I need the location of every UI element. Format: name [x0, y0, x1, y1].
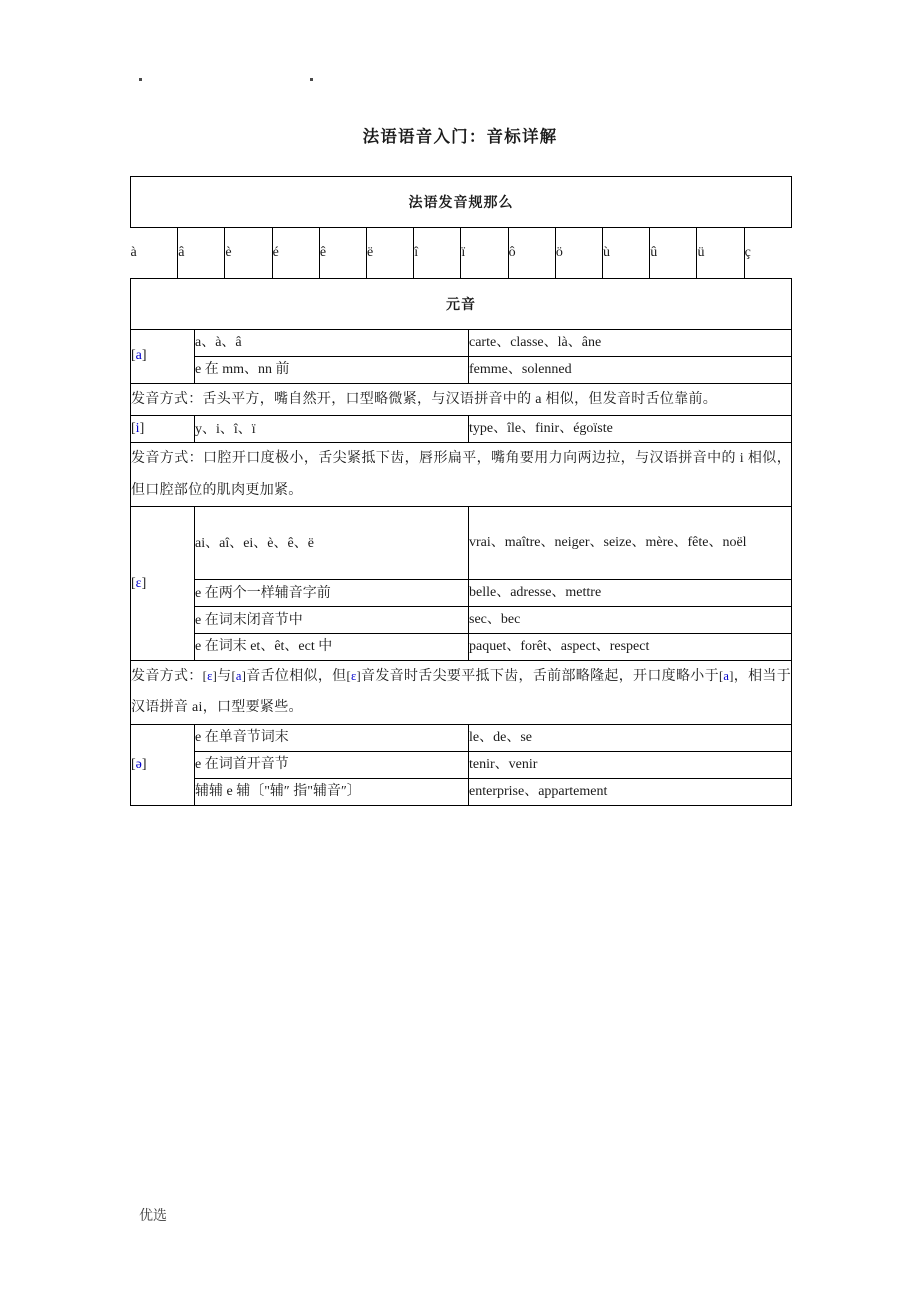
bracket-open: [	[131, 756, 136, 772]
section-heading-row-vowels	[131, 279, 792, 330]
examples-cell: paquet、forêt、aspect、respect	[469, 633, 792, 660]
footer-note: 优选	[139, 1209, 167, 1224]
bracket-open: [	[231, 668, 236, 683]
phonetic-symbol-a[interactable]	[131, 330, 195, 384]
table-body	[131, 177, 792, 806]
rule-row	[131, 416, 792, 443]
stray-mark-1	[139, 78, 142, 81]
accent-cell-e-circ: ê	[319, 228, 366, 278]
pronunciation-description: 发音方式：舌头平方，嘴自然开，口型略微紧，与汉语拼音中的 a 相似，但发音时舌位靠前。	[131, 383, 792, 416]
bracket-close: ]	[241, 668, 247, 683]
rule-row	[131, 580, 792, 607]
rule-cell: e 在 mm、nn 前	[195, 356, 469, 383]
examples-cell: femme、solenned	[469, 356, 792, 383]
rule-row	[131, 724, 792, 751]
phonetic-symbol-link[interactable]: a	[723, 668, 730, 683]
inline-phonetic-symbol[interactable]	[346, 669, 361, 683]
bracket-close: ]	[356, 668, 361, 683]
rule-row	[131, 607, 792, 634]
accent-cell-e-acute: é	[272, 228, 319, 278]
phonetic-symbol-link[interactable]: ɛ	[207, 668, 213, 683]
bracket-open: [	[202, 668, 208, 683]
bracket-close: ]	[139, 421, 145, 437]
rule-cell: e 在词末闭音节中	[195, 607, 469, 634]
bracket-open: [	[131, 348, 136, 364]
accent-cell-c-cedilla: ç	[744, 228, 791, 278]
pronunciation-rules-table	[130, 176, 792, 806]
stray-mark-2	[310, 78, 313, 81]
accent-cell-u-grave: ù	[603, 228, 650, 278]
phonetic-symbol-epsilon[interactable]	[131, 507, 195, 661]
accent-cell-i-diaer: ï	[461, 228, 508, 278]
examples-cell: belle、adresse、mettre	[469, 580, 792, 607]
examples-cell: enterprise、appartement	[469, 778, 792, 805]
description-row	[131, 660, 792, 724]
rule-row	[131, 778, 792, 805]
rule-row	[131, 751, 792, 778]
rule-cell: y、i、î、ï	[195, 416, 469, 443]
rule-cell: a、à、â	[195, 330, 469, 357]
rule-cell: e 在词首开音节	[195, 751, 469, 778]
rule-row	[131, 633, 792, 660]
phonetic-symbol-schwa[interactable]	[131, 724, 195, 805]
accent-cell-u-diaer: ü	[697, 228, 744, 278]
examples-cell: vrai、maître、neiger、seize、mère、fête、noël	[469, 507, 792, 580]
phonetic-symbol-link[interactable]: ɛ	[350, 668, 357, 683]
bracket-open: [	[718, 668, 724, 683]
description-row	[131, 383, 792, 416]
examples-cell: carte、classe、là、âne	[469, 330, 792, 357]
bracket-open: [	[131, 575, 136, 591]
bracket-close: ]	[141, 348, 147, 364]
bracket-close: ]	[141, 575, 147, 591]
inline-phonetic-symbol[interactable]	[203, 669, 218, 683]
rule-cell: e 在两个一样辅音字前	[195, 580, 469, 607]
rule-cell: e 在单音节词末	[195, 724, 469, 751]
phonetic-symbol-link[interactable]: a	[135, 348, 142, 364]
accent-cell-e-grave: è	[225, 228, 272, 278]
bracket-close: ]	[141, 756, 147, 772]
accent-cell-a-grave: à	[131, 228, 178, 278]
rule-cell: ai、aî、ei、è、ê、ë	[195, 507, 469, 580]
bracket-open: [	[346, 668, 351, 683]
accent-cell-i-circ: î	[414, 228, 461, 278]
bracket-close: ]	[729, 668, 734, 683]
rule-row	[131, 330, 792, 357]
rule-row	[131, 356, 792, 383]
accent-cell-u-circ: û	[650, 228, 697, 278]
accent-cell-e-diaer: ë	[367, 228, 414, 278]
inline-phonetic-symbol[interactable]	[719, 669, 734, 683]
description-row	[131, 443, 792, 507]
accent-cell-a-circ: â	[178, 228, 225, 278]
accent-cell-o-circ: ô	[508, 228, 555, 278]
bracket-open: [	[131, 421, 136, 437]
inline-phonetic-symbol[interactable]	[231, 669, 246, 683]
rule-cell: e 在词末 et、êt、ect 中	[195, 633, 469, 660]
examples-cell: type、île、finir、égoïste	[469, 416, 792, 443]
section-heading-vowels: 元音	[131, 279, 792, 330]
phonetic-symbol-link[interactable]: ə	[135, 756, 142, 772]
examples-cell: le、de、se	[469, 724, 792, 751]
phonetic-symbol-link[interactable]: i	[135, 421, 140, 437]
pronunciation-description: 发音方式：[ɛ]与[a]音舌位相似，但[ɛ]音发音时舌尖要平抵下齿，舌前部略隆起，开口度略小于[a]，相当于汉语拼音 ai，口型要紧些。	[131, 660, 792, 724]
bracket-close: ]	[212, 668, 218, 683]
rule-cell: 辅辅 e 辅〔"辅″ 指"辅音″〕	[195, 778, 469, 805]
phonetic-symbol-link[interactable]: ɛ	[135, 575, 142, 591]
accent-cell-o-diaer: ö	[555, 228, 602, 278]
examples-cell: sec、bec	[469, 607, 792, 634]
rule-row	[131, 507, 792, 580]
pronunciation-description: 发音方式：口腔开口度极小，舌尖紧抵下齿，唇形扁平，嘴角要用力向两边拉，与汉语拼音中的 i 相似，但口腔部位的肌肉更加紧。	[131, 443, 792, 507]
phonetic-symbol-link[interactable]: a	[235, 668, 242, 683]
table-header-cell: 法语发音规那么	[131, 177, 792, 228]
table-header-row	[131, 177, 792, 228]
page-title: 法语语音入门：音标详解	[362, 127, 558, 146]
examples-cell: tenir、venir	[469, 751, 792, 778]
accent-letters-row	[131, 228, 792, 279]
phonetic-symbol-i[interactable]	[131, 416, 195, 443]
